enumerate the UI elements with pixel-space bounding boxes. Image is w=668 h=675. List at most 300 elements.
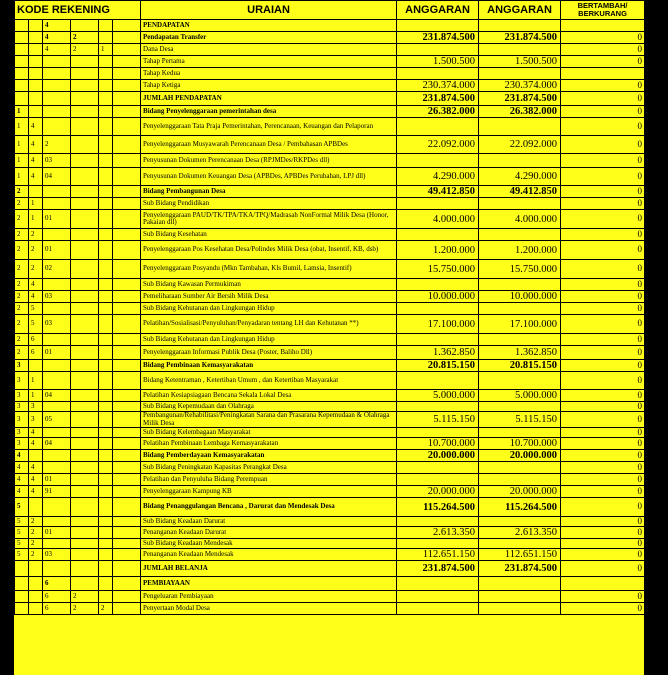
kode-level-5: 2 (99, 603, 113, 615)
kode-spacer (113, 561, 141, 577)
anggaran-cell: 231.874.500 (397, 561, 479, 577)
kode-level-3: 2 (43, 136, 71, 154)
anggaran-cell (397, 198, 479, 210)
kode-level-5 (99, 346, 113, 360)
kode-level-3 (43, 80, 71, 92)
selisih-cell: 0 (561, 474, 644, 486)
kode-level-4: 2 (71, 44, 99, 56)
kode-level-4 (71, 412, 99, 428)
uraian-cell: Penyelenggaraan Tata Praja Pemerintahan, Perencanaan, Keuangan dan Pelaporan (141, 118, 397, 136)
kode-level-2: 4 (29, 136, 43, 154)
kode-level-5 (99, 517, 113, 527)
kode-level-4 (71, 118, 99, 136)
kode-spacer (113, 56, 141, 68)
kode-level-2 (29, 106, 43, 118)
uraian-cell: JUMLAH BELANJA (141, 561, 397, 577)
kode-level-3 (43, 561, 71, 577)
selisih-cell: 0 (561, 428, 644, 438)
selisih-cell: 0 (561, 402, 644, 412)
selisih-cell: 0 (561, 229, 644, 241)
uraian-cell: Penyusunan Dokumen Keuangan Desa (APBDes, APBDes Perubahan, LPJ dll) (141, 168, 397, 186)
uraian-cell: Penyertaan Modal Desa (141, 603, 397, 615)
anggaran-cell: 15.750.000 (397, 260, 479, 279)
uraian-cell: Penyelenggaraan Musyawarah Perencanaan Desa / Pembahasan APBDes (141, 136, 397, 154)
uraian-cell: Penyusunan Dokumen Perencanaan Desa (RPJMDes/RKPDes dll) (141, 154, 397, 168)
selisih-cell: 0 (561, 603, 644, 615)
kode-level-1: 5 (15, 539, 29, 549)
anggaran-perubahan-cell (479, 198, 561, 210)
anggaran-cell (397, 68, 479, 80)
anggaran-perubahan-cell: 5.115.150 (479, 412, 561, 428)
anggaran-perubahan-cell (479, 303, 561, 315)
header-anggaran-2: ANGGARAN (479, 1, 561, 20)
uraian-cell: PENDAPATAN (141, 20, 397, 32)
uraian-cell: Sub Bidang Kehutanan dan Lingkungan Hidup (141, 303, 397, 315)
kode-level-4 (71, 438, 99, 450)
anggaran-perubahan-cell: 4.290.000 (479, 168, 561, 186)
kode-level-1: 1 (15, 168, 29, 186)
kode-spacer (113, 291, 141, 303)
anggaran-perubahan-cell (479, 118, 561, 136)
anggaran-perubahan-cell: 5.000.000 (479, 390, 561, 402)
anggaran-cell: 20.000.000 (397, 450, 479, 462)
selisih-cell: 0 (561, 168, 644, 186)
kode-spacer (113, 118, 141, 136)
kode-level-3 (43, 118, 71, 136)
anggaran-cell: 20.815.150 (397, 360, 479, 372)
kode-spacer (113, 346, 141, 360)
table-row (15, 390, 645, 402)
table-row (15, 68, 645, 80)
kode-spacer (113, 186, 141, 198)
anggaran-cell: 1.500.500 (397, 56, 479, 68)
uraian-cell: Bidang Pembinaan Kemasyarakatan (141, 360, 397, 372)
kode-level-3: 6 (43, 577, 71, 591)
kode-level-2 (29, 186, 43, 198)
table-row (15, 412, 645, 428)
kode-level-2: 1 (29, 210, 43, 229)
kode-level-2 (29, 498, 43, 517)
table-row (15, 450, 645, 462)
kode-level-2: 5 (29, 303, 43, 315)
header-uraian: URAIAN (141, 1, 397, 20)
kode-level-1: 2 (15, 260, 29, 279)
anggaran-cell: 1.362.850 (397, 346, 479, 360)
kode-level-1 (15, 591, 29, 603)
table-row (15, 168, 645, 186)
kode-level-4: 2 (71, 591, 99, 603)
kode-spacer (113, 229, 141, 241)
kode-level-2: 4 (29, 279, 43, 291)
kode-level-4 (71, 168, 99, 186)
kode-level-2: 2 (29, 549, 43, 561)
anggaran-perubahan-cell (479, 474, 561, 486)
kode-level-4 (71, 450, 99, 462)
kode-level-2: 2 (29, 241, 43, 260)
anggaran-perubahan-cell (479, 20, 561, 32)
kode-level-1 (15, 20, 29, 32)
uraian-cell: Sub Bidang Kehutanan dan Lingkungan Hidup (141, 334, 397, 346)
kode-level-5 (99, 412, 113, 428)
uraian-cell: Pelatihan/Sosialisasi/Penyuluhan/Penyadaran tentang LH dan Kehutanan **) (141, 315, 397, 334)
selisih-cell: 0 (561, 136, 644, 154)
header-anggaran-1: ANGGARAN (397, 1, 479, 20)
kode-level-1: 3 (15, 412, 29, 428)
kode-level-4 (71, 303, 99, 315)
kode-level-5 (99, 32, 113, 44)
table-row (15, 591, 645, 603)
kode-level-2 (29, 68, 43, 80)
kode-level-4 (71, 474, 99, 486)
selisih-cell (561, 20, 644, 32)
kode-level-1: 4 (15, 486, 29, 498)
kode-level-1 (15, 561, 29, 577)
table-row (15, 561, 645, 577)
kode-level-5 (99, 260, 113, 279)
anggaran-perubahan-cell (479, 517, 561, 527)
kode-level-2: 1 (29, 372, 43, 390)
kode-level-4 (71, 390, 99, 402)
anggaran-cell (397, 44, 479, 56)
kode-level-2: 4 (29, 168, 43, 186)
kode-spacer (113, 68, 141, 80)
selisih-cell: 0 (561, 450, 644, 462)
kode-level-5 (99, 438, 113, 450)
kode-spacer (113, 498, 141, 517)
kode-level-1 (15, 92, 29, 106)
kode-spacer (113, 80, 141, 92)
uraian-cell: Penyelenggaraan Posyandu (Mkn Tambahan, Kls Bumil, Lamsia, Insentif) (141, 260, 397, 279)
anggaran-cell: 10.000.000 (397, 291, 479, 303)
selisih-cell: 0 (561, 44, 644, 56)
anggaran-cell (397, 118, 479, 136)
kode-level-1 (15, 56, 29, 68)
uraian-cell: Sub Bidang Kelembagaan Masyarakat (141, 428, 397, 438)
kode-level-2 (29, 56, 43, 68)
table-row (15, 372, 645, 390)
kode-level-3: 4 (43, 44, 71, 56)
kode-level-1: 2 (15, 229, 29, 241)
anggaran-cell (397, 577, 479, 591)
selisih-cell: 0 (561, 539, 644, 549)
kode-level-2: 4 (29, 428, 43, 438)
anggaran-perubahan-cell (479, 334, 561, 346)
anggaran-cell (397, 402, 479, 412)
kode-level-5 (99, 549, 113, 561)
kode-level-5 (99, 80, 113, 92)
uraian-cell: Bidang Pemberdayaan Kemasyarakatan (141, 450, 397, 462)
kode-level-4 (71, 198, 99, 210)
kode-spacer (113, 517, 141, 527)
kode-level-1: 2 (15, 210, 29, 229)
kode-level-2 (29, 577, 43, 591)
table-row (15, 486, 645, 498)
anggaran-perubahan-cell: 20.000.000 (479, 486, 561, 498)
table-row (15, 346, 645, 360)
kode-level-5 (99, 474, 113, 486)
uraian-cell: Penyelenggaraan Kampung KB (141, 486, 397, 498)
table-row (15, 549, 645, 561)
anggaran-cell (397, 517, 479, 527)
kode-level-1 (15, 68, 29, 80)
kode-level-2: 4 (29, 118, 43, 136)
anggaran-perubahan-cell: 112.651.150 (479, 549, 561, 561)
uraian-cell: Pembangunan/Rehabilitasi/Peningkatan Sarana dan Prasarana Kepemudaan & Olahraga Milik Desa (141, 412, 397, 428)
kode-level-4 (71, 260, 99, 279)
anggaran-cell (397, 462, 479, 474)
selisih-cell: 0 (561, 92, 644, 106)
anggaran-perubahan-cell (479, 372, 561, 390)
table-row (15, 517, 645, 527)
kode-level-4 (71, 279, 99, 291)
kode-level-3: 04 (43, 168, 71, 186)
kode-level-5 (99, 527, 113, 539)
kode-spacer (113, 390, 141, 402)
kode-level-1: 5 (15, 498, 29, 517)
table-row (15, 80, 645, 92)
kode-level-3: 03 (43, 549, 71, 561)
kode-level-2: 4 (29, 474, 43, 486)
selisih-cell: 0 (561, 198, 644, 210)
kode-level-3 (43, 198, 71, 210)
selisih-cell: 0 (561, 346, 644, 360)
kode-spacer (113, 210, 141, 229)
kode-level-1: 3 (15, 402, 29, 412)
kode-level-4 (71, 346, 99, 360)
kode-level-3: 03 (43, 154, 71, 168)
uraian-cell: Tahap Kedua (141, 68, 397, 80)
kode-level-5 (99, 106, 113, 118)
kode-level-4: 2 (71, 32, 99, 44)
anggaran-cell: 115.264.500 (397, 498, 479, 517)
selisih-cell: 0 (561, 390, 644, 402)
anggaran-cell: 22.092.000 (397, 136, 479, 154)
kode-level-5 (99, 591, 113, 603)
table-row (15, 20, 645, 32)
table-row (15, 186, 645, 198)
budget-table (14, 0, 644, 615)
kode-level-3: 01 (43, 474, 71, 486)
kode-level-3 (43, 303, 71, 315)
kode-spacer (113, 428, 141, 438)
table-row (15, 56, 645, 68)
table-row (15, 428, 645, 438)
kode-level-1: 4 (15, 462, 29, 474)
kode-level-3: 05 (43, 412, 71, 428)
selisih-cell: 0 (561, 241, 644, 260)
kode-level-5 (99, 539, 113, 549)
anggaran-perubahan-cell: 26.382.000 (479, 106, 561, 118)
table-row (15, 360, 645, 372)
kode-level-1 (15, 577, 29, 591)
kode-level-1: 3 (15, 360, 29, 372)
kode-level-2: 3 (29, 402, 43, 412)
selisih-cell: 0 (561, 154, 644, 168)
anggaran-perubahan-cell: 231.874.500 (479, 32, 561, 44)
kode-level-2: 2 (29, 260, 43, 279)
uraian-cell: Sub Bidang Keadaan Darurat (141, 517, 397, 527)
kode-level-1: 3 (15, 372, 29, 390)
anggaran-perubahan-cell: 10.700.000 (479, 438, 561, 450)
anggaran-perubahan-cell (479, 229, 561, 241)
kode-level-4 (71, 334, 99, 346)
anggaran-perubahan-cell (479, 462, 561, 474)
anggaran-perubahan-cell (479, 68, 561, 80)
kode-level-2: 2 (29, 539, 43, 549)
kode-level-1 (15, 44, 29, 56)
kode-level-2 (29, 561, 43, 577)
uraian-cell: Sub Bidang Peningkatan Kapasitas Perangkat Desa (141, 462, 397, 474)
kode-spacer (113, 462, 141, 474)
kode-spacer (113, 168, 141, 186)
kode-spacer (113, 32, 141, 44)
anggaran-cell (397, 20, 479, 32)
kode-level-4 (71, 20, 99, 32)
kode-level-1: 1 (15, 106, 29, 118)
kode-level-5 (99, 118, 113, 136)
anggaran-cell (397, 591, 479, 603)
kode-spacer (113, 260, 141, 279)
uraian-cell: Penanganan Keadaan Mendesak (141, 549, 397, 561)
anggaran-cell (397, 474, 479, 486)
kode-level-2: 4 (29, 154, 43, 168)
selisih-cell: 0 (561, 334, 644, 346)
kode-level-4 (71, 136, 99, 154)
selisih-cell: 0 (561, 32, 644, 44)
kode-level-5 (99, 136, 113, 154)
kode-spacer (113, 486, 141, 498)
anggaran-perubahan-cell: 231.874.500 (479, 92, 561, 106)
uraian-cell: Bidang Pembangunan Desa (141, 186, 397, 198)
kode-level-2: 1 (29, 390, 43, 402)
kode-level-3: 02 (43, 260, 71, 279)
table-row (15, 198, 645, 210)
kode-level-2: 3 (29, 412, 43, 428)
kode-level-3 (43, 106, 71, 118)
kode-spacer (113, 334, 141, 346)
selisih-cell: 0 (561, 186, 644, 198)
anggaran-cell: 112.651.150 (397, 549, 479, 561)
table-row (15, 539, 645, 549)
kode-level-5 (99, 428, 113, 438)
anggaran-cell: 10.700.000 (397, 438, 479, 450)
uraian-cell: Sub Bidang Kepemudaan dan Olahraga (141, 402, 397, 412)
kode-level-3 (43, 402, 71, 412)
kode-level-3 (43, 498, 71, 517)
anggaran-cell (397, 279, 479, 291)
kode-level-1: 2 (15, 186, 29, 198)
kode-level-3: 6 (43, 603, 71, 615)
kode-level-2 (29, 603, 43, 615)
kode-level-5 (99, 291, 113, 303)
kode-level-3: 4 (43, 20, 71, 32)
kode-level-5 (99, 561, 113, 577)
kode-level-5 (99, 390, 113, 402)
anggaran-cell (397, 154, 479, 168)
table-row (15, 315, 645, 334)
kode-spacer (113, 303, 141, 315)
anggaran-perubahan-cell (479, 279, 561, 291)
uraian-cell: Pelatihan dan Penyuluha Bidang Perempuan (141, 474, 397, 486)
anggaran-cell: 17.100.000 (397, 315, 479, 334)
kode-level-2: 5 (29, 315, 43, 334)
uraian-cell: Tahap Pertama (141, 56, 397, 68)
kode-level-4 (71, 577, 99, 591)
kode-level-5 (99, 168, 113, 186)
kode-level-1: 1 (15, 136, 29, 154)
kode-level-4 (71, 106, 99, 118)
kode-level-4 (71, 291, 99, 303)
kode-spacer (113, 241, 141, 260)
kode-level-3: 6 (43, 591, 71, 603)
uraian-cell: Bidang Penyelenggaraan pemerintahan desa (141, 106, 397, 118)
kode-level-5 (99, 229, 113, 241)
anggaran-perubahan-cell: 4.000.000 (479, 210, 561, 229)
anggaran-cell: 20.000.000 (397, 486, 479, 498)
kode-spacer (113, 577, 141, 591)
kode-level-3: 01 (43, 346, 71, 360)
kode-level-5 (99, 360, 113, 372)
kode-level-5 (99, 486, 113, 498)
uraian-cell: Sub Bidang Pendidikan (141, 198, 397, 210)
uraian-cell: Sub Bidang Kawasan Permukiman (141, 279, 397, 291)
anggaran-perubahan-cell (479, 591, 561, 603)
kode-spacer (113, 20, 141, 32)
kode-level-3: 91 (43, 486, 71, 498)
kode-level-1: 2 (15, 334, 29, 346)
uraian-cell: Penyelenggaraan Informasi Publik Desa (Poster, Baliho Dll) (141, 346, 397, 360)
kode-level-5 (99, 450, 113, 462)
kode-level-5 (99, 402, 113, 412)
uraian-cell: Tahap Ketiga (141, 80, 397, 92)
kode-level-2: 1 (29, 198, 43, 210)
kode-level-1: 3 (15, 438, 29, 450)
table-row (15, 32, 645, 44)
kode-level-4 (71, 498, 99, 517)
kode-level-1: 1 (15, 154, 29, 168)
kode-level-3 (43, 372, 71, 390)
table-row (15, 474, 645, 486)
uraian-cell: Pendapatan Transfer (141, 32, 397, 44)
kode-spacer (113, 527, 141, 539)
kode-spacer (113, 92, 141, 106)
uraian-cell: Pemeliharaan Sumber Air Bersih Milik Desa (141, 291, 397, 303)
kode-level-3 (43, 68, 71, 80)
kode-level-4 (71, 360, 99, 372)
selisih-cell: 0 (561, 561, 644, 577)
kode-spacer (113, 279, 141, 291)
selisih-cell: 0 (561, 549, 644, 561)
selisih-cell: 0 (561, 360, 644, 372)
budget-sheet (14, 0, 644, 675)
selisih-cell: 0 (561, 517, 644, 527)
kode-level-2: 6 (29, 346, 43, 360)
selisih-cell (561, 577, 644, 591)
kode-spacer (113, 474, 141, 486)
kode-spacer (113, 372, 141, 390)
kode-level-2 (29, 32, 43, 44)
selisih-cell: 0 (561, 498, 644, 517)
anggaran-cell: 26.382.000 (397, 106, 479, 118)
selisih-cell: 0 (561, 56, 644, 68)
kode-level-5 (99, 20, 113, 32)
kode-level-4 (71, 517, 99, 527)
kode-level-5 (99, 92, 113, 106)
kode-level-1: 1 (15, 118, 29, 136)
table-row (15, 106, 645, 118)
anggaran-cell (397, 303, 479, 315)
selisih-cell: 0 (561, 106, 644, 118)
